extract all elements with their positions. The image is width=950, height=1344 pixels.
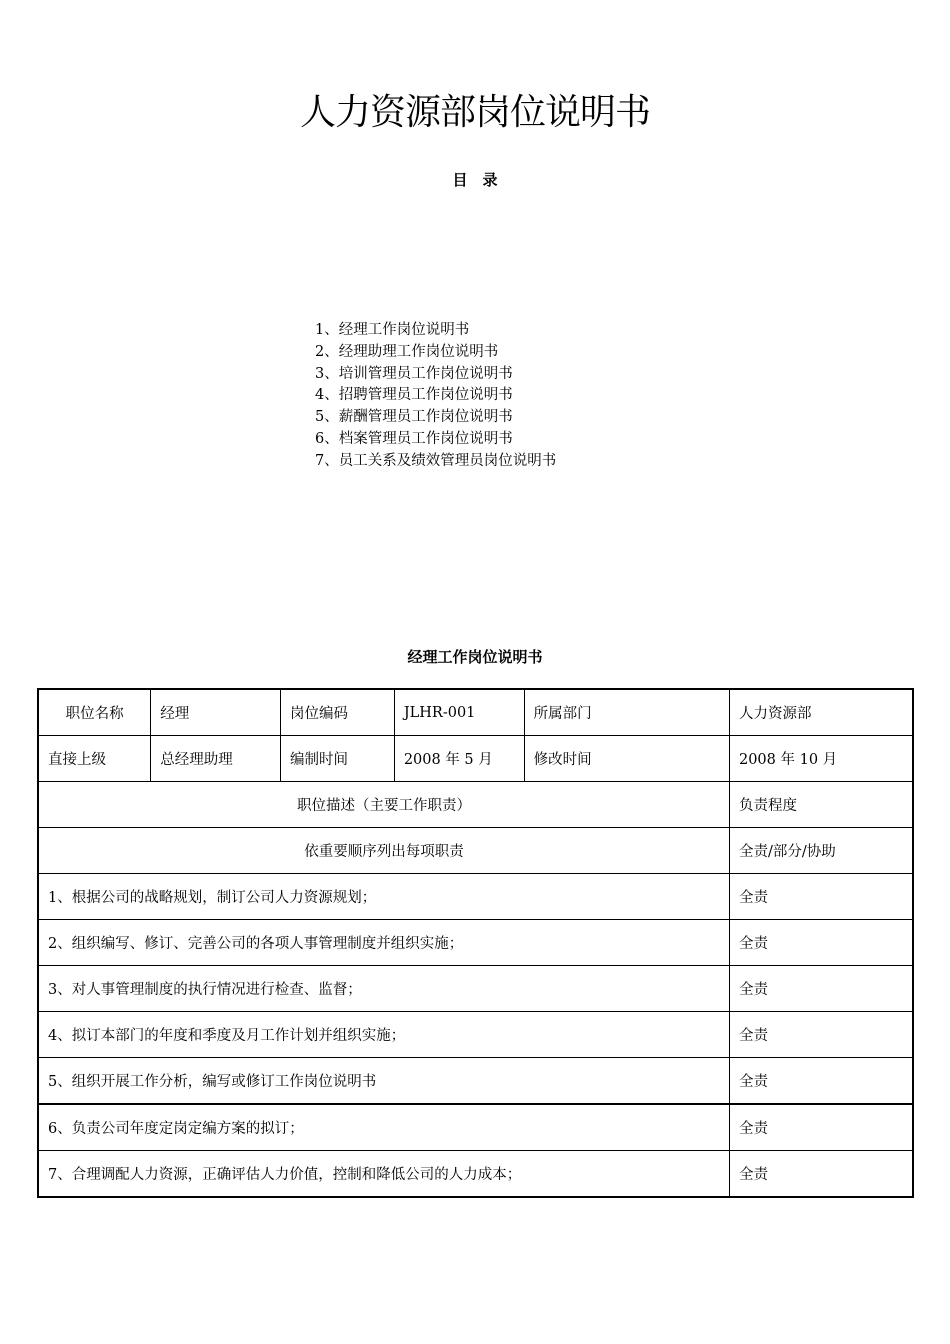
label-modified-date: 修改时间 xyxy=(524,736,729,782)
duty-level: 全责 xyxy=(729,874,913,920)
table-row xyxy=(38,1058,913,1105)
table-row xyxy=(38,874,913,920)
table-row xyxy=(38,1012,913,1058)
table-row xyxy=(38,782,913,828)
table-row xyxy=(38,920,913,966)
toc-list xyxy=(315,320,556,473)
duty-level: 全责 xyxy=(729,1058,913,1105)
table-row xyxy=(38,966,913,1012)
duty-level: 全责 xyxy=(729,1104,913,1151)
toc-item: 6、档案管理员工作岗位说明书 xyxy=(315,430,513,447)
value-created-date: 2008 年 5 月 xyxy=(394,736,524,782)
document-title: 人力资源部岗位说明书 xyxy=(299,92,650,133)
duties-subheader: 依重要顺序列出每项职责 xyxy=(38,828,729,874)
toc-item: 1、经理工作岗位说明书 xyxy=(315,322,470,338)
toc-item: 4、招聘管理员工作岗位说明书 xyxy=(315,387,513,404)
table-row xyxy=(38,1104,913,1151)
table-row xyxy=(38,828,913,874)
duty-text: 7、合理调配人力资源，正确评估人力价值，控制和降低公司的人力成本； xyxy=(38,1151,729,1198)
duty-text: 6、负责公司年度定岗定编方案的拟订； xyxy=(38,1104,729,1151)
value-department: 人力资源部 xyxy=(729,689,913,736)
duty-level: 全责 xyxy=(729,920,913,966)
duties-header: 职位描述（主要工作职责） xyxy=(38,782,729,828)
level-header: 负责程度 xyxy=(729,782,913,828)
duty-text: 4、拟订本部门的年度和季度及月工作计划并组织实施； xyxy=(38,1012,729,1058)
job-description-table xyxy=(37,688,914,1198)
toc-item: 3、培训管理员工作岗位说明书 xyxy=(315,365,513,382)
duty-text: 1、根据公司的战略规划，制订公司人力资源规划； xyxy=(38,874,729,920)
label-position-code: 岗位编码 xyxy=(281,689,395,736)
toc-item: 7、员工关系及绩效管理员岗位说明书 xyxy=(315,452,557,469)
duty-level: 全责 xyxy=(729,1012,913,1058)
table-row xyxy=(38,1151,913,1198)
label-created-date: 编制时间 xyxy=(281,736,395,782)
label-department: 所属部门 xyxy=(524,689,729,736)
toc-heading: 目 录 xyxy=(452,171,498,189)
duty-text: 5、组织开展工作分析，编写或修订工作岗位说明书 xyxy=(38,1058,729,1105)
toc-item: 2、经理助理工作岗位说明书 xyxy=(315,343,499,360)
section-title: 经理工作岗位说明书 xyxy=(407,648,543,666)
duty-level: 全责 xyxy=(729,1151,913,1198)
toc-item: 5、薪酬管理员工作岗位说明书 xyxy=(315,409,513,426)
label-supervisor: 直接上级 xyxy=(38,736,151,782)
value-position-code: JLHR-001 xyxy=(394,689,524,736)
value-supervisor: 总经理助理 xyxy=(151,736,281,782)
duty-level: 全责 xyxy=(729,966,913,1012)
table-row xyxy=(38,689,913,736)
table-row xyxy=(38,736,913,782)
duty-text: 3、对人事管理制度的执行情况进行检查、监督； xyxy=(38,966,729,1012)
value-position-name: 经理 xyxy=(151,689,281,736)
duty-text: 2、组织编写、修订、完善公司的各项人事管理制度并组织实施； xyxy=(38,920,729,966)
level-subheader: 全责/部分/协助 xyxy=(729,828,913,874)
value-modified-date: 2008 年 10 月 xyxy=(729,736,913,782)
label-position-name: 职位名称 xyxy=(38,689,151,736)
